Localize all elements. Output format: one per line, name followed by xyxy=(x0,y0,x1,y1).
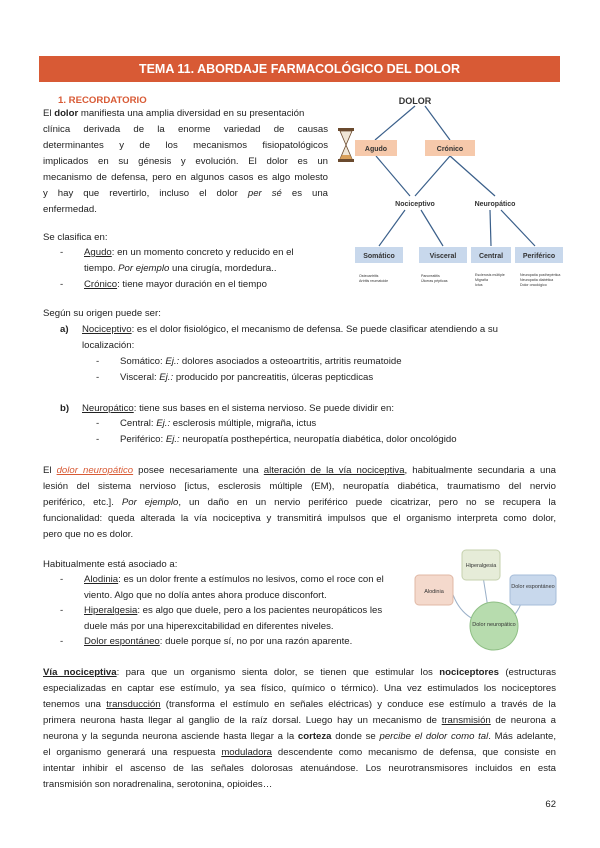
nociceptivo-label: Nociceptivo xyxy=(395,201,435,208)
hiperalgesia-label: Hiperalgesia xyxy=(465,563,497,569)
page-number: 62 xyxy=(545,799,556,810)
cronico-label: Crónico xyxy=(436,146,464,153)
diagram-bullet: Pancreatitis xyxy=(421,274,440,278)
page-title: TEMA 11. ABORDAJE FARMACOLÓGICO DEL DOLOR xyxy=(39,56,560,82)
neuropathic-features-diagram xyxy=(412,548,562,652)
diagram-bullet: Dolor oncológico xyxy=(520,283,547,287)
diagram-bullet: Esclerosis múltiple xyxy=(475,273,505,277)
diagram-bullet: Úlceras pépticas xyxy=(421,279,448,283)
diagram-bullet: Migraña xyxy=(475,278,488,282)
espontaneo-label: Dolor espontáneo xyxy=(511,584,555,590)
diagram-bullet: Osteoartritis xyxy=(359,274,379,278)
diagram-bullet: Ictus xyxy=(475,283,483,287)
center-label: Dolor neuropático xyxy=(472,622,516,628)
pain-classification-diagram xyxy=(355,92,565,300)
periferico-label: Periférico xyxy=(522,253,556,260)
diagram-bullet: Artritis reumatoide xyxy=(359,279,389,283)
neuropatico-label: Neuropático xyxy=(474,201,516,208)
diagram-root: DOLOR xyxy=(398,96,432,106)
espontaneo-box xyxy=(510,575,556,605)
somatico-label: Somático xyxy=(363,253,395,260)
alodinia-label: Alodinia xyxy=(424,589,444,595)
central-label: Central xyxy=(478,253,504,260)
visceral-label: Visceral xyxy=(429,253,457,260)
hourglass-icon xyxy=(337,128,355,162)
section-heading: 1. RECORDATORIO xyxy=(58,95,147,106)
diagram-bullet: Neuropatía diabética xyxy=(520,278,554,282)
diagram-bullet: Neuropatía posthepértica xyxy=(520,273,561,277)
agudo-label: Agudo xyxy=(364,146,388,153)
